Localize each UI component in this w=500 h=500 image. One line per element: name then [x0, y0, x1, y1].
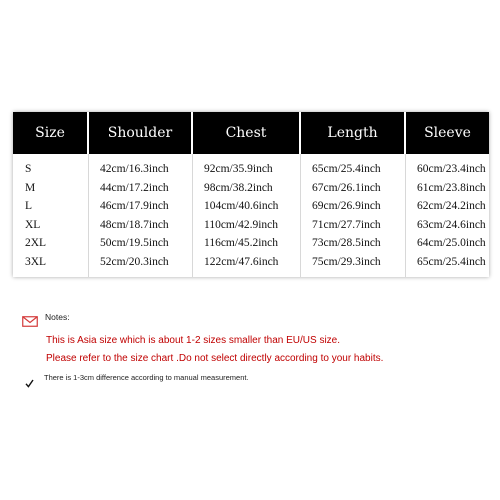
notes-section: [22, 310, 482, 382]
header-length: Length: [301, 112, 406, 154]
shoulder-cell: 46cm/17.9inch: [89, 197, 193, 216]
table-row: [13, 234, 489, 253]
length-cell: 71cm/27.7inch: [301, 216, 406, 235]
envelope-icon: [22, 312, 38, 323]
chest-cell: 122cm/47.6inch: [193, 253, 301, 278]
shoulder-cell: 52cm/20.3inch: [89, 253, 193, 278]
sleeve-cell: 62cm/24.2inch: [417, 200, 486, 213]
note-measurement: [25, 373, 249, 382]
header-shoulder: Shoulder: [89, 112, 193, 154]
header-sleeve: Sleeve: [406, 112, 489, 154]
chest-cell: 110cm/42.9inch: [193, 216, 301, 235]
shoulder-cell: 48cm/18.7inch: [89, 216, 193, 235]
length-cell: 69cm/26.9inch: [301, 197, 406, 216]
size-cell: XL: [13, 216, 89, 235]
size-cell: 3XL: [13, 253, 89, 278]
size-cell: S: [13, 154, 89, 179]
notes-header: [22, 310, 482, 324]
chest-cell: 104cm/40.6inch: [193, 197, 301, 216]
table-row: [13, 253, 489, 278]
table-row: [13, 154, 489, 179]
table-header-row: [13, 112, 489, 154]
sleeve-cell: 63cm/24.6inch: [417, 218, 486, 231]
length-cell: 75cm/29.3inch: [301, 253, 406, 278]
sleeve-cell: 61cm/23.8inch: [417, 181, 486, 194]
check-icon: [25, 373, 34, 382]
note-refer-chart: Please refer to the size chart .Do not select directly according to your habits.: [46, 353, 384, 364]
length-cell: 67cm/26.1inch: [301, 179, 406, 198]
sleeve-cell: 65cm/25.4inch: [417, 255, 486, 268]
chest-cell: 116cm/45.2inch: [193, 234, 301, 253]
header-chest: Chest: [193, 112, 301, 154]
note-measurement-text: There is 1-3cm difference according to manual measurement.: [44, 373, 249, 382]
header-size: Size: [13, 112, 89, 154]
shoulder-cell: 42cm/16.3inch: [89, 154, 193, 179]
size-table: [13, 112, 489, 277]
length-cell: 73cm/28.5inch: [301, 234, 406, 253]
size-cell: 2XL: [13, 234, 89, 253]
note-asia-size: This is Asia size which is about 1-2 sizes smaller than EU/US size.: [46, 335, 340, 346]
sleeve-cell: 64cm/25.0inch: [417, 237, 486, 250]
table-row: [13, 179, 489, 198]
shoulder-cell: 44cm/17.2inch: [89, 179, 193, 198]
sleeve-cell: 60cm/23.4inch: [417, 163, 486, 176]
table-row: [13, 216, 489, 235]
chest-cell: 92cm/35.9inch: [193, 154, 301, 179]
length-cell: 65cm/25.4inch: [301, 154, 406, 179]
size-chart: [13, 112, 489, 277]
notes-title: Notes:: [45, 312, 70, 322]
table-row: [13, 197, 489, 216]
chest-cell: 98cm/38.2inch: [193, 179, 301, 198]
shoulder-cell: 50cm/19.5inch: [89, 234, 193, 253]
size-cell: L: [13, 197, 89, 216]
size-cell: M: [13, 179, 89, 198]
